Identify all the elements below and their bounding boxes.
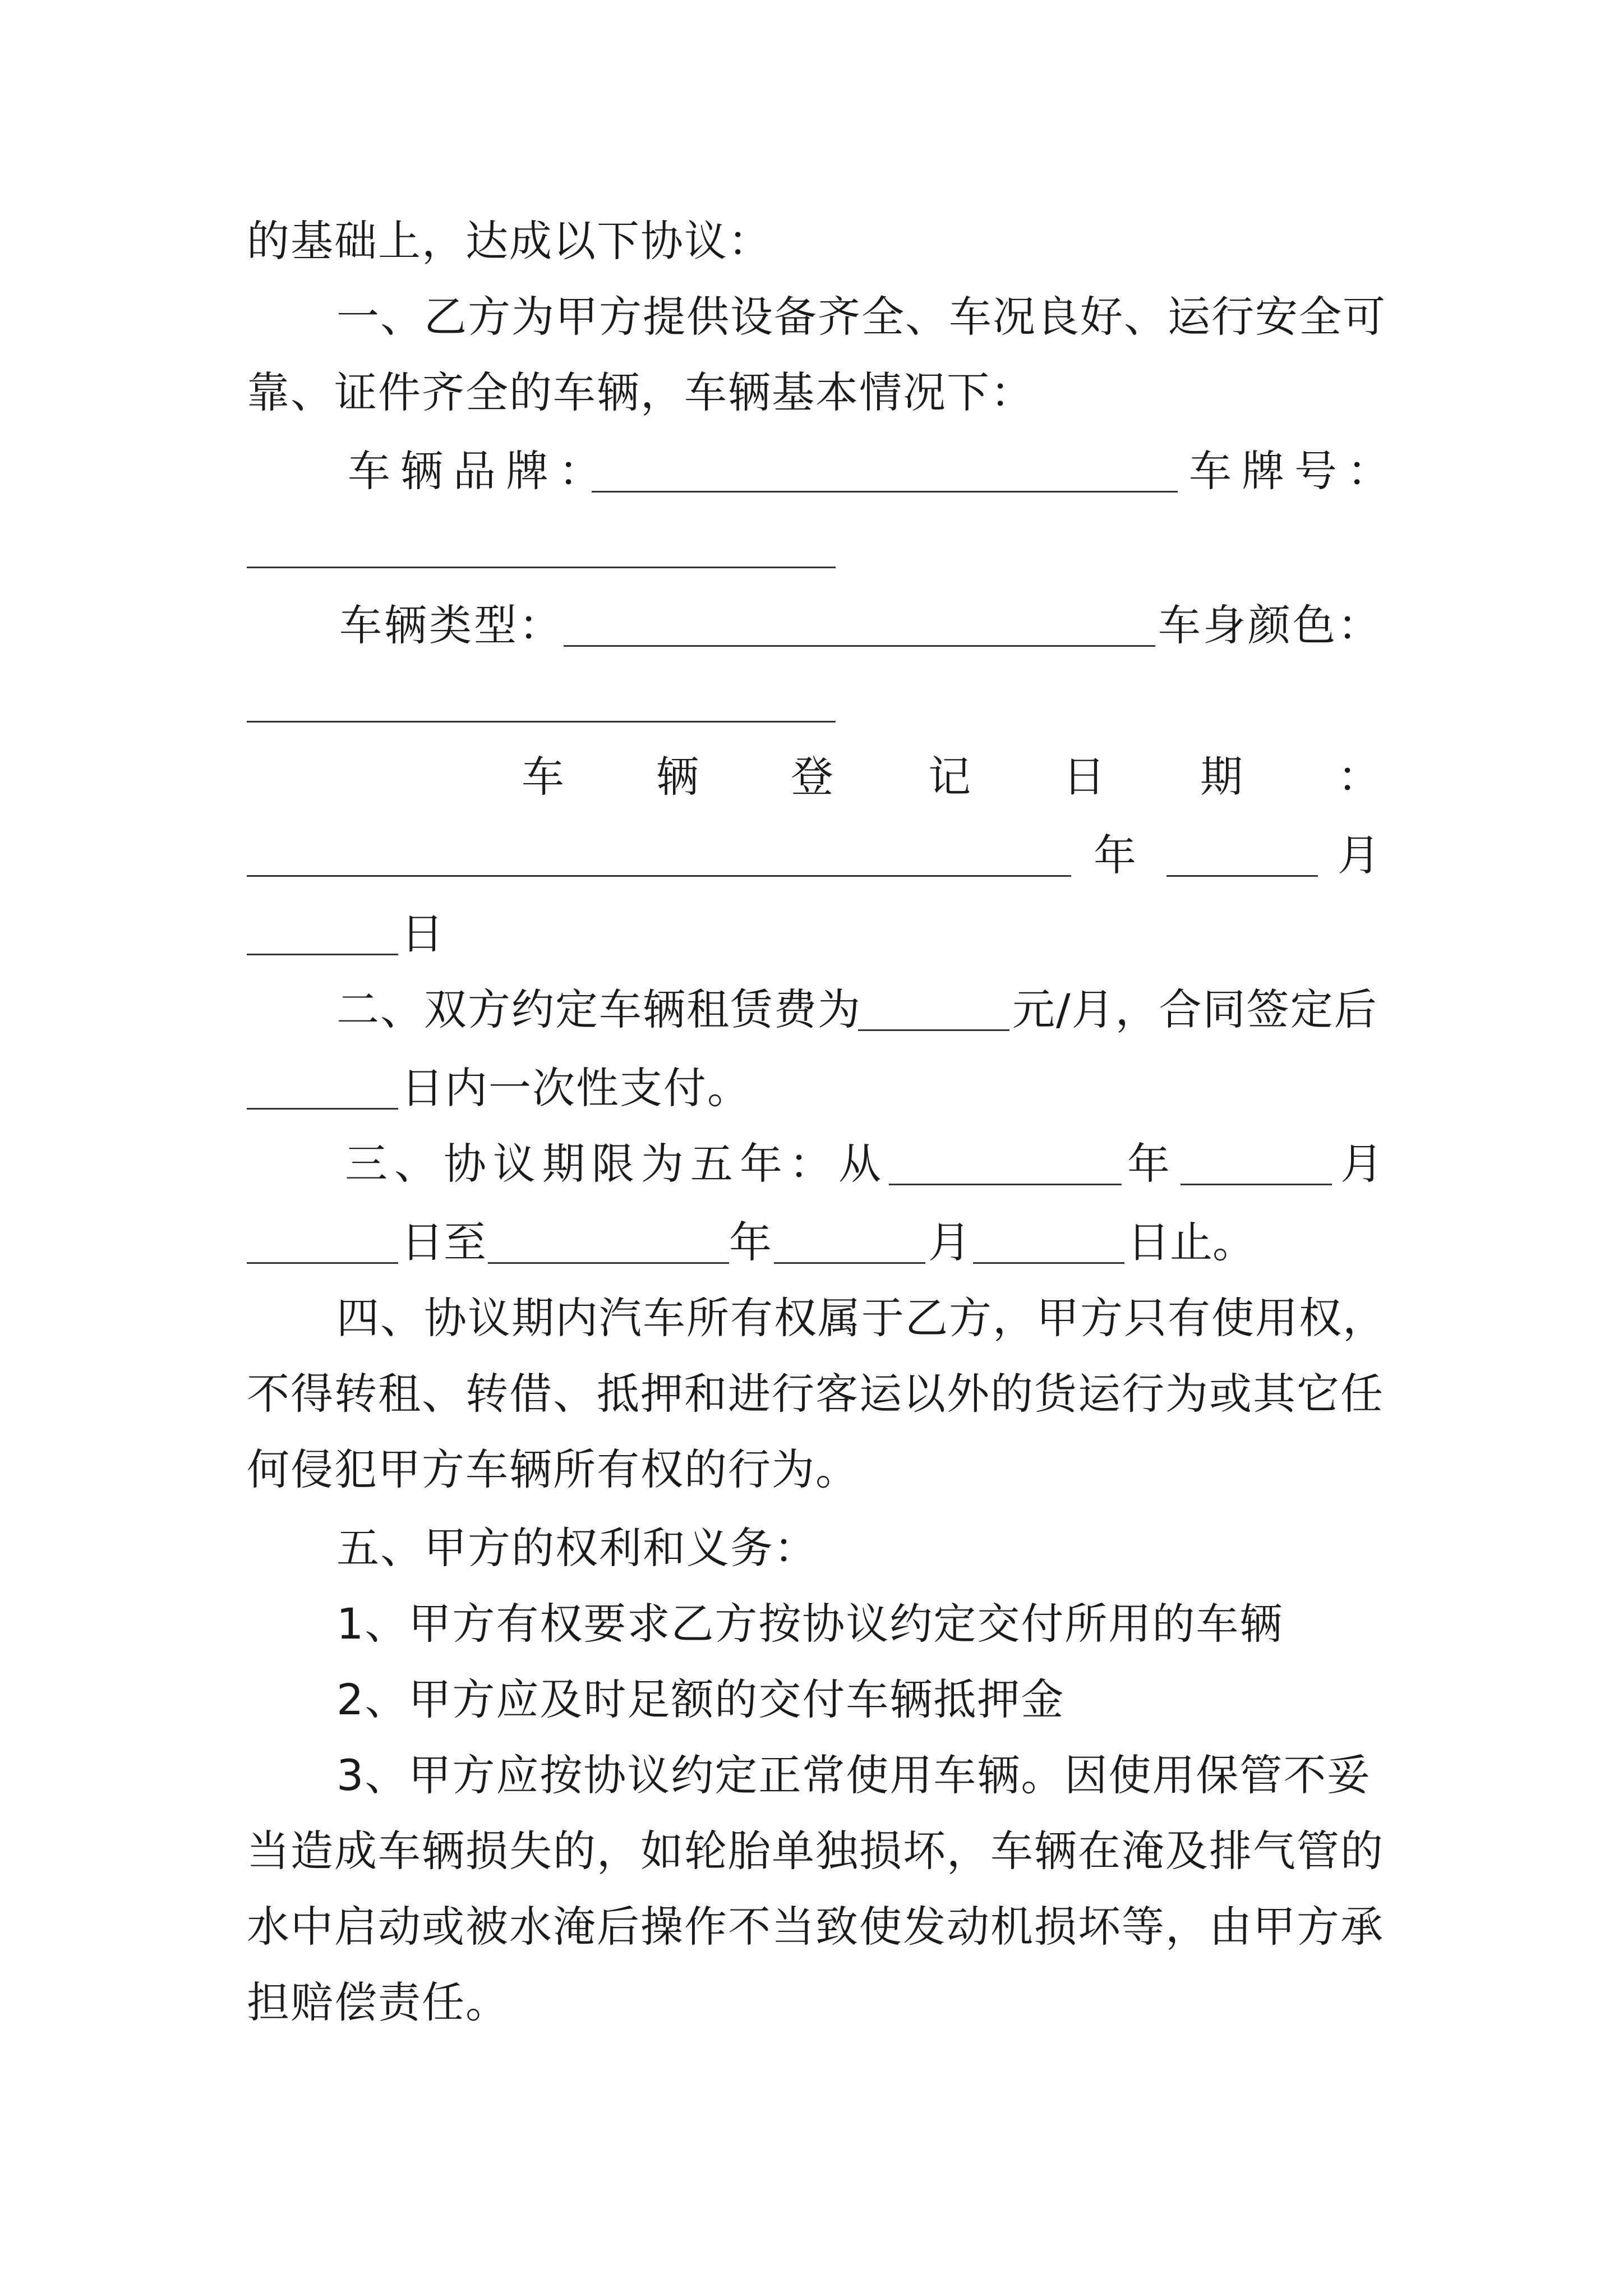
- clause-2-post: 元/月，合同签定后: [1012, 984, 1378, 1034]
- to-month-blank: [774, 1262, 925, 1264]
- clause-4-line-3: 何侵犯甲方车辆所有权的行为。: [247, 1444, 859, 1494]
- clause-1-line-1: 一、乙方为甲方提供设备齐全、车况良好、运行安全可: [336, 292, 1386, 342]
- brand-blank: [592, 491, 1178, 493]
- item-1: 1、甲方有权要求乙方按协议约定交付所用的车辆: [336, 1599, 1284, 1649]
- reg-char: 车: [522, 752, 564, 802]
- brand-label: 车辆品牌：: [348, 446, 611, 496]
- month-label: 月: [1338, 830, 1380, 880]
- to-label: 日至: [401, 1217, 486, 1267]
- type-blank: [564, 645, 1155, 647]
- plate-blank: [247, 567, 836, 568]
- item-3-line-3: 水中启动或被水淹后操作不当致使发动机损坏等，由甲方承: [247, 1902, 1384, 1952]
- from-month-blank: [1181, 1184, 1332, 1185]
- day-label: 日: [401, 909, 444, 959]
- clause-3-pre: 三、协议期限为五年：从: [345, 1139, 888, 1189]
- clause-4-line-2: 不得转租、转借、抵押和进行客运以外的货运行为或其它任: [247, 1369, 1384, 1419]
- clause-4-line-1: 四、协议期内汽车所有权属于乙方，甲方只有使用权，: [336, 1293, 1386, 1343]
- item-3-line-4: 担赔偿责任。: [247, 1977, 509, 2027]
- month-label: 月: [928, 1217, 971, 1267]
- item-2: 2、甲方应及时足额的交付车辆抵押金: [336, 1674, 1065, 1724]
- from-day-blank: [247, 1262, 398, 1264]
- year-label: 年: [1127, 1139, 1170, 1189]
- plate-label: 车牌号：: [1189, 446, 1400, 496]
- rent-blank: [858, 1029, 1009, 1031]
- clause-2-line-2: 日内一次性支付。: [401, 1063, 751, 1113]
- year-label: 年: [1094, 830, 1136, 880]
- pay-days-blank: [247, 1108, 398, 1110]
- clause-1-line-2: 靠、证件齐全的车辆，车辆基本情况下：: [247, 367, 1034, 417]
- reg-char: 辆: [656, 752, 699, 802]
- to-day-blank: [973, 1262, 1124, 1264]
- reg-char: ：: [1338, 752, 1380, 802]
- reg-month-blank: [1166, 875, 1318, 877]
- reg-char: 日: [1063, 752, 1105, 802]
- color-blank: [247, 721, 836, 723]
- month-label: 月: [1340, 1139, 1383, 1189]
- end-label: 日止。: [1127, 1217, 1255, 1267]
- clause-5-heading: 五、甲方的权利和义务：: [336, 1523, 818, 1573]
- reg-day-blank: [247, 954, 398, 955]
- type-label: 车辆类型：: [339, 600, 564, 650]
- year-label: 年: [729, 1217, 772, 1267]
- color-label: 车身颜色：: [1158, 600, 1382, 650]
- item-3-line-1: 3、甲方应按协议约定正常使用车辆。因使用保管不妥: [336, 1750, 1371, 1800]
- reg-char: 记: [928, 752, 971, 802]
- reg-char: 登: [791, 752, 833, 802]
- clause-2-pre: 二、双方约定车辆租赁费为: [336, 984, 861, 1034]
- reg-year-blank: [247, 875, 1071, 877]
- to-year-blank: [488, 1262, 729, 1264]
- text-line: 的基础上，达成以下协议：: [247, 216, 772, 266]
- from-year-blank: [889, 1184, 1122, 1185]
- item-3-line-2: 当造成车辆损失的，如轮胎单独损坏，车辆在淹及排气管的: [247, 1826, 1384, 1876]
- reg-char: 期: [1200, 752, 1243, 802]
